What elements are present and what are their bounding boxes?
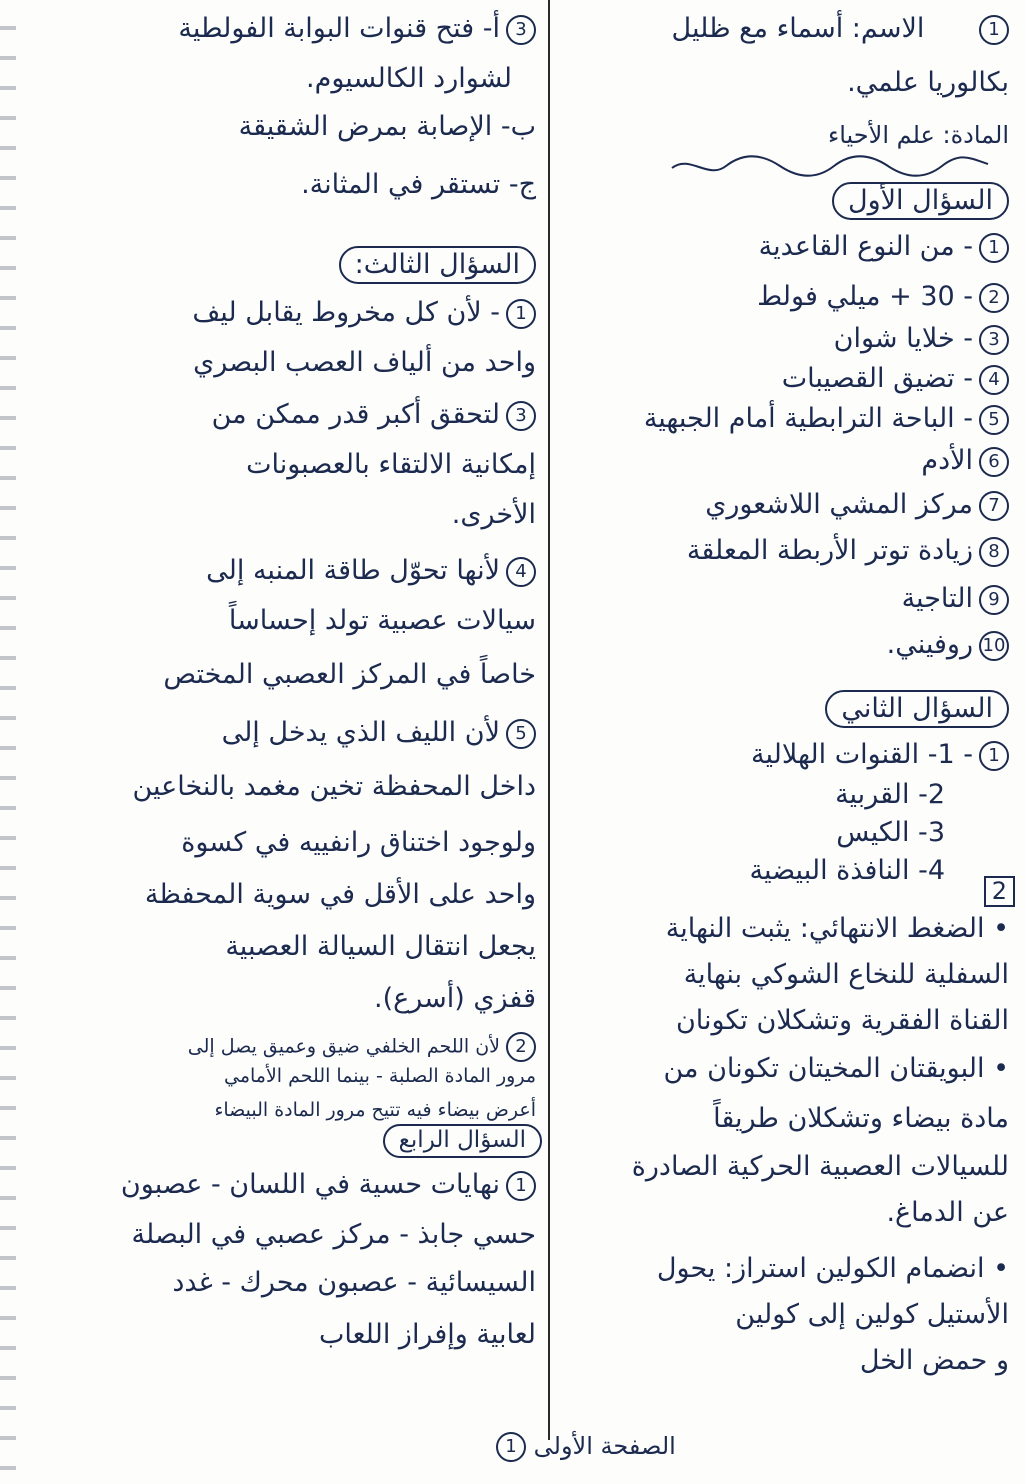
item-number: 4 [979, 365, 1009, 395]
item-text: - من النوع القاعدية [758, 231, 973, 262]
q2-item: 2- القربية [835, 779, 945, 810]
q2-part2-line: للسيالات العصبية الحركية الصادرة [631, 1151, 1009, 1182]
item-number: 9 [979, 585, 1009, 615]
q2-part2-line: الأستيل كولين إلى كولين [735, 1299, 1009, 1330]
q2-part3-line: لشوارد الكالسيوم. [306, 63, 512, 94]
q2-part3-line [178, 14, 536, 45]
student-name: الاسم: أسماء مع ظليل [671, 13, 925, 44]
q3-line [192, 298, 536, 329]
item-number: 10 [979, 631, 1009, 661]
notebook-binding [0, 0, 16, 1484]
right-column [560, 0, 1015, 1440]
column-divider [548, 0, 550, 1440]
q3-line: خاصاً في المركز العصبي المختص [163, 659, 536, 690]
item-number: 1 [506, 299, 536, 329]
item-number: 1 [979, 741, 1009, 771]
q1-item [757, 282, 1009, 313]
q3-line: واحد من ألياف العصب البصري [193, 347, 536, 378]
item-number: 1 [979, 233, 1009, 263]
q4-heading-label: السؤال الرابع [383, 1124, 542, 1158]
q3-line: يجعل انتقال السيالة العصبية [225, 931, 536, 962]
item-text: - خلايا شوان [833, 323, 973, 354]
q1-item [644, 404, 1009, 435]
item-text: روفيني. [886, 629, 973, 660]
q1-item [687, 536, 1009, 567]
item-number: 5 [979, 405, 1009, 435]
item-text: نهايات حسية في اللسان - عصبون [120, 1169, 500, 1200]
q1-heading [832, 182, 1009, 220]
student-track: بكالوريا علمي. [847, 67, 1009, 98]
item-text: الأدم [921, 445, 973, 476]
q2-part2-line: • انضمام الكولين استراز: يحول [656, 1253, 1009, 1284]
item-number: 2 [506, 1032, 536, 1062]
q2-part2-box [984, 876, 1015, 907]
q2-part2-line: • الضغط الانتهائي: يثبت النهاية [665, 913, 1009, 944]
item-text: مركز المشي اللاشعوري [705, 489, 973, 520]
q2-item [751, 740, 1009, 771]
q2-part3-line: ب- الإصابة بمرض الشقيقة [238, 111, 536, 142]
item-text: لأن الليف الذي يدخل إلى [221, 717, 500, 748]
item-number: 2 [979, 283, 1009, 313]
line-text: أ- فتح قنوات البوابة الفولطية [178, 13, 500, 44]
item-number: 6 [979, 447, 1009, 477]
q3-line [222, 718, 536, 749]
q4-line [121, 1170, 536, 1201]
left-column [22, 0, 542, 1440]
item-number: 5 [506, 719, 536, 749]
item-text: زيادة توتر الأربطة المعلقة [686, 535, 973, 566]
item-number: 3 [506, 401, 536, 431]
q2-item: 3- الكيس [836, 817, 945, 848]
q2-part2-line: القناة الفقرية وتشكلان تكونان [675, 1005, 1009, 1036]
q3-line: الأخرى. [451, 499, 536, 530]
q3-line: داخل المحفظة تخين مغمد بالنخاعين [132, 771, 536, 802]
item-number: 1 [506, 1171, 536, 1201]
q1-item [705, 490, 1009, 521]
q3-item2-line: أعرض بيضاء فيه تتيح مرور المادة البيضاء [214, 1099, 536, 1121]
item-text: - 30 + ميلي فولط [757, 281, 973, 312]
q3-line: إمكانية الالتقاء بالعصبونات [246, 449, 536, 480]
q2-part2-line: • البويقتان المخيتان تكونان من [663, 1053, 1009, 1084]
q2-part2-line: و حمض الخل [859, 1345, 1009, 1376]
q1-item [921, 446, 1009, 477]
q2-part3-line: ج- تستقر في المثانة. [301, 169, 536, 200]
q3-line: سيالات عصبية تولد إحساساً [228, 605, 536, 636]
q2-heading [825, 690, 1009, 728]
page-footer [490, 1432, 676, 1462]
q2-part2-line: السفلية للنخاع الشوكي بنهاية [683, 959, 1009, 990]
q1-item [834, 324, 1009, 355]
footer-page-label: الصفحة الأولى [533, 1432, 676, 1460]
item-text: - الباحة الترابطية أمام الجبهية [643, 403, 973, 434]
q3-line: ولوجود اختناق رانفييه في كسوة [181, 827, 536, 858]
item-text: لأنها تحوّل طاقة المنبه إلى [206, 555, 500, 586]
q3-heading [339, 246, 536, 284]
q3-heading-label: السؤال الثالث: [339, 246, 536, 284]
q4-heading [383, 1124, 542, 1158]
q2-part2-line: عن الدماغ. [886, 1197, 1009, 1228]
q4-line: السيسائية - عصبون محرك - غدد [172, 1267, 536, 1298]
item-number: 7 [979, 491, 1009, 521]
item-text: - لأن كل مخروط يقابل ليف [192, 297, 500, 328]
q1-item [759, 232, 1009, 263]
item-number: 4 [506, 557, 536, 587]
item-number: 3 [979, 325, 1009, 355]
name-line [672, 14, 1009, 45]
q1-item [782, 364, 1009, 395]
q2-part2-line: مادة بيضاء وتشكلان طريقاً [713, 1103, 1009, 1134]
q3-line: قفزي (أسرع). [374, 983, 536, 1014]
item-text: لتحقق أكبر قدر ممكن من [211, 399, 500, 430]
item-text: - تضيق القصيبات [781, 363, 973, 394]
q3-item2-line [188, 1032, 536, 1062]
part-number: 3 [506, 15, 536, 45]
q4-line: لعابية وإفراز اللعاب [318, 1319, 536, 1350]
q1-heading-label: السؤال الأول [832, 182, 1009, 220]
wavy-underline [670, 150, 990, 180]
page-number-circle: 1 [979, 15, 1009, 45]
item-text: - 1- القنوات الهلالية [751, 739, 973, 770]
q1-item [902, 584, 1009, 615]
item-text: التاجية [901, 583, 973, 614]
footer-page-number: 1 [496, 1432, 526, 1462]
q2-heading-label: السؤال الثاني [825, 690, 1009, 728]
q4-line: حسي جابذ - مركز عصبي في البصلة [131, 1219, 536, 1250]
item-text: لأن اللحم الخلفي ضيق وعميق يصل إلى [187, 1035, 500, 1058]
subject-line: المادة: علم الأحياء [827, 121, 1009, 149]
q3-line [212, 400, 536, 431]
item-number: 8 [979, 537, 1009, 567]
q3-line: واحد على الأقل في سوية المحفظة [144, 879, 536, 910]
q3-line [206, 556, 536, 587]
q3-item2-line: مرور المادة الصلبة - بينما اللحم الأمامي [223, 1065, 536, 1087]
part-number-box: 2 [984, 876, 1015, 907]
q2-item: 4- النافذة البيضية [749, 855, 945, 886]
q1-item [887, 630, 1009, 661]
